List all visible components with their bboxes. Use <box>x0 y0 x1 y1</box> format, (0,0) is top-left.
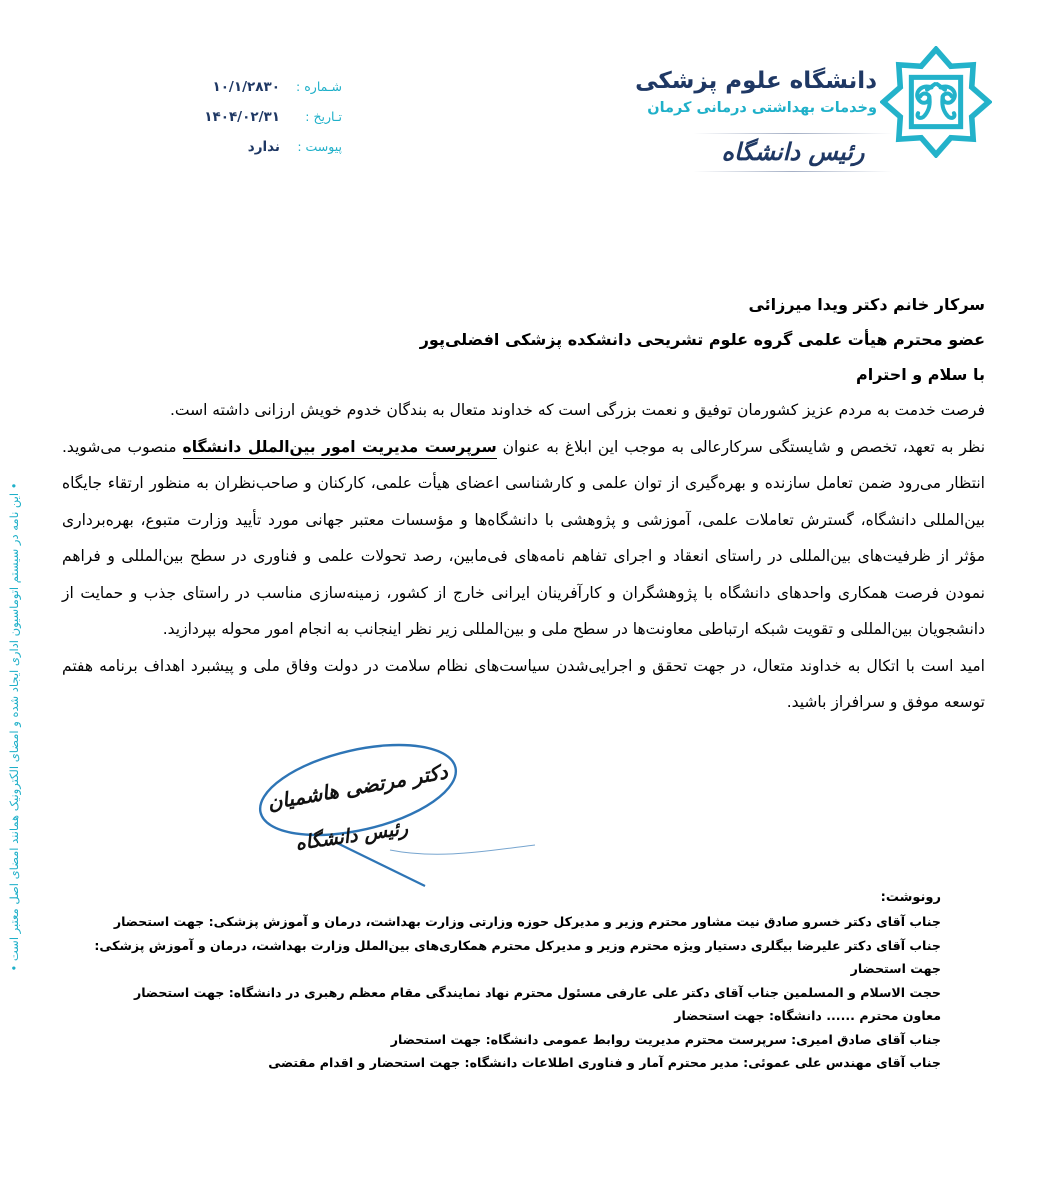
signature-block <box>240 738 540 898</box>
signer-title: رئیس دانشگاه <box>294 817 410 855</box>
org-subtitle: وخدمات بهداشتی درمانی کرمان <box>647 100 877 116</box>
appointment-text-after: منصوب می‌شوید. انتظار می‌رود ضمن تعامل سازنده و بهره‌گیری از توان علمی و کارشناسی اعضای هیأت علمی، کارکنان و صاحب‌نظران به منظور ارتقاء جایگاه بین‌المللی دانشگاه، گسترش تعاملات علمی، آموزشی و پژوهشی با دانشگاه‌ها و مؤسسات معتبر جهانی مورد تأیید وزارت متبوع، بهره‌برداری مؤثر از ظرفیت‌های بین‌المللی در راستای انعقاد و اجرای تفاهم نامه‌های فی‌مابین، رصد تحولات علمی و فناوری در سطح بین‌المللی و فراهم نمودن فرصت همکاری واحدهای دانشگاه با پژوهشگران و کارآفرینان ایرانی خارج از کشور، زمینه‌سازی مناسب در راستای جذب و حمایت از دانشجویان بین‌المللی و تقویت شبکه ارتباطی معاونت‌ها در سطح ملی و بین‌المللی زیر نظر اینجانب به انجام امور محوله بپردازید. <box>62 437 985 638</box>
number-label: شـماره : <box>296 79 342 94</box>
meta-row-date <box>142 102 342 132</box>
signature-flourish-icon <box>390 845 535 854</box>
cc-item: جناب آقای مهندس علی عموئی: مدیر محترم آمار و فناوری اطلاعات دانشگاه: جهت استحضار و اقدام مقتضی <box>268 1055 941 1070</box>
meta-row-attachment <box>142 132 342 162</box>
body-paragraph-2 <box>62 429 985 648</box>
appointment-text-before: نظر به تعهد، تخصص و شایستگی سرکارعالی به موجب این ابلاغ به عنوان <box>496 437 986 456</box>
body-paragraph-1: فرصت خدمت به مردم عزیز کشورمان توفیق و نعمت بزرگی است که خداوند متعال به بندگان خدوم خویش ارزانی داشته است. <box>169 401 985 419</box>
body-paragraph-3: امید است با اتکال به خداوند متعال، در جهت تحقق و اجرایی‌شدن سیاست‌های نظام سلامت در دولت وفاق ملی و پیشبرد اهداف برنامه هفتم توسعه موفق و سرافراز باشید. <box>62 656 985 711</box>
cc-item: جناب آقای دکتر علیرضا بیگلری دستیار ویژه محترم وزیر و مدیرکل محترم همکاری‌های بین‌الملل وزارت بهداشت، درمان و آموزش پزشکی: جهت استحضار <box>94 937 941 976</box>
cc-item: معاون محترم ...... دانشگاه: جهت استحضار <box>674 1008 941 1023</box>
cc-item: جناب آقای صادق امیری: سرپرست محترم مدیریت روابط عمومی دانشگاه: جهت استحضار <box>390 1031 941 1047</box>
office-calligraphy: رئیس دانشگاه <box>693 133 893 172</box>
cc-section <box>60 886 941 1075</box>
recipient-title: عضو محترم هیأت علمی گروه علوم تشریحی دانشکده پزشکی افضلی‌پور <box>419 330 985 349</box>
cc-item: حجت الاسلام و المسلمین جناب آقای دکتر علی عارفی مسئول محترم نهاد نمایندگی مقام معظم رهبری در دانشگاه: جهت استحضار <box>133 984 941 1000</box>
recipient-block <box>65 287 985 392</box>
electronic-signature-note: • این نامه در سیستم اتوماسیون اداری ایجاد شده و امضای الکترونیک همانند امضای اصل معتبر است • <box>7 482 21 972</box>
letter-meta <box>142 72 342 162</box>
salutation: با سلام و احترام <box>856 365 985 384</box>
date-label: تـاریخ : <box>305 109 342 124</box>
letter-body <box>62 392 985 721</box>
appointment-position-title: سرپرست مدیریت امور بین‌الملل دانشگاه <box>183 438 497 459</box>
number-value: ۱۰/۱/۲۸۳۰ <box>212 79 280 95</box>
cc-item: جناب آقای دکتر خسرو صادق نیت مشاور محترم وزیر و مدیرکل حوزه وزارتی وزارت بهداشت، درمان و آموزش پزشکی: جهت استحضار <box>113 914 941 929</box>
attachment-label: پیوست : <box>297 139 342 154</box>
attachment-value: ندارد <box>247 139 280 155</box>
university-logo <box>880 46 992 158</box>
signature-stroke-icon <box>335 842 425 886</box>
org-titles <box>617 66 877 120</box>
cc-heading: رونوشت: <box>880 890 941 905</box>
meta-row-number <box>142 72 342 102</box>
recipient-name: سرکار خانم دکتر ویدا میرزائی <box>748 295 985 314</box>
star-emblem-icon <box>880 46 992 158</box>
org-name: دانشگاه علوم پزشکی <box>635 68 877 94</box>
date-value: ۱۴۰۴/۰۲/۳۱ <box>204 109 280 125</box>
signer-name: دکتر مرتضی هاشمیان <box>265 759 450 815</box>
signature-graphic <box>240 738 540 898</box>
